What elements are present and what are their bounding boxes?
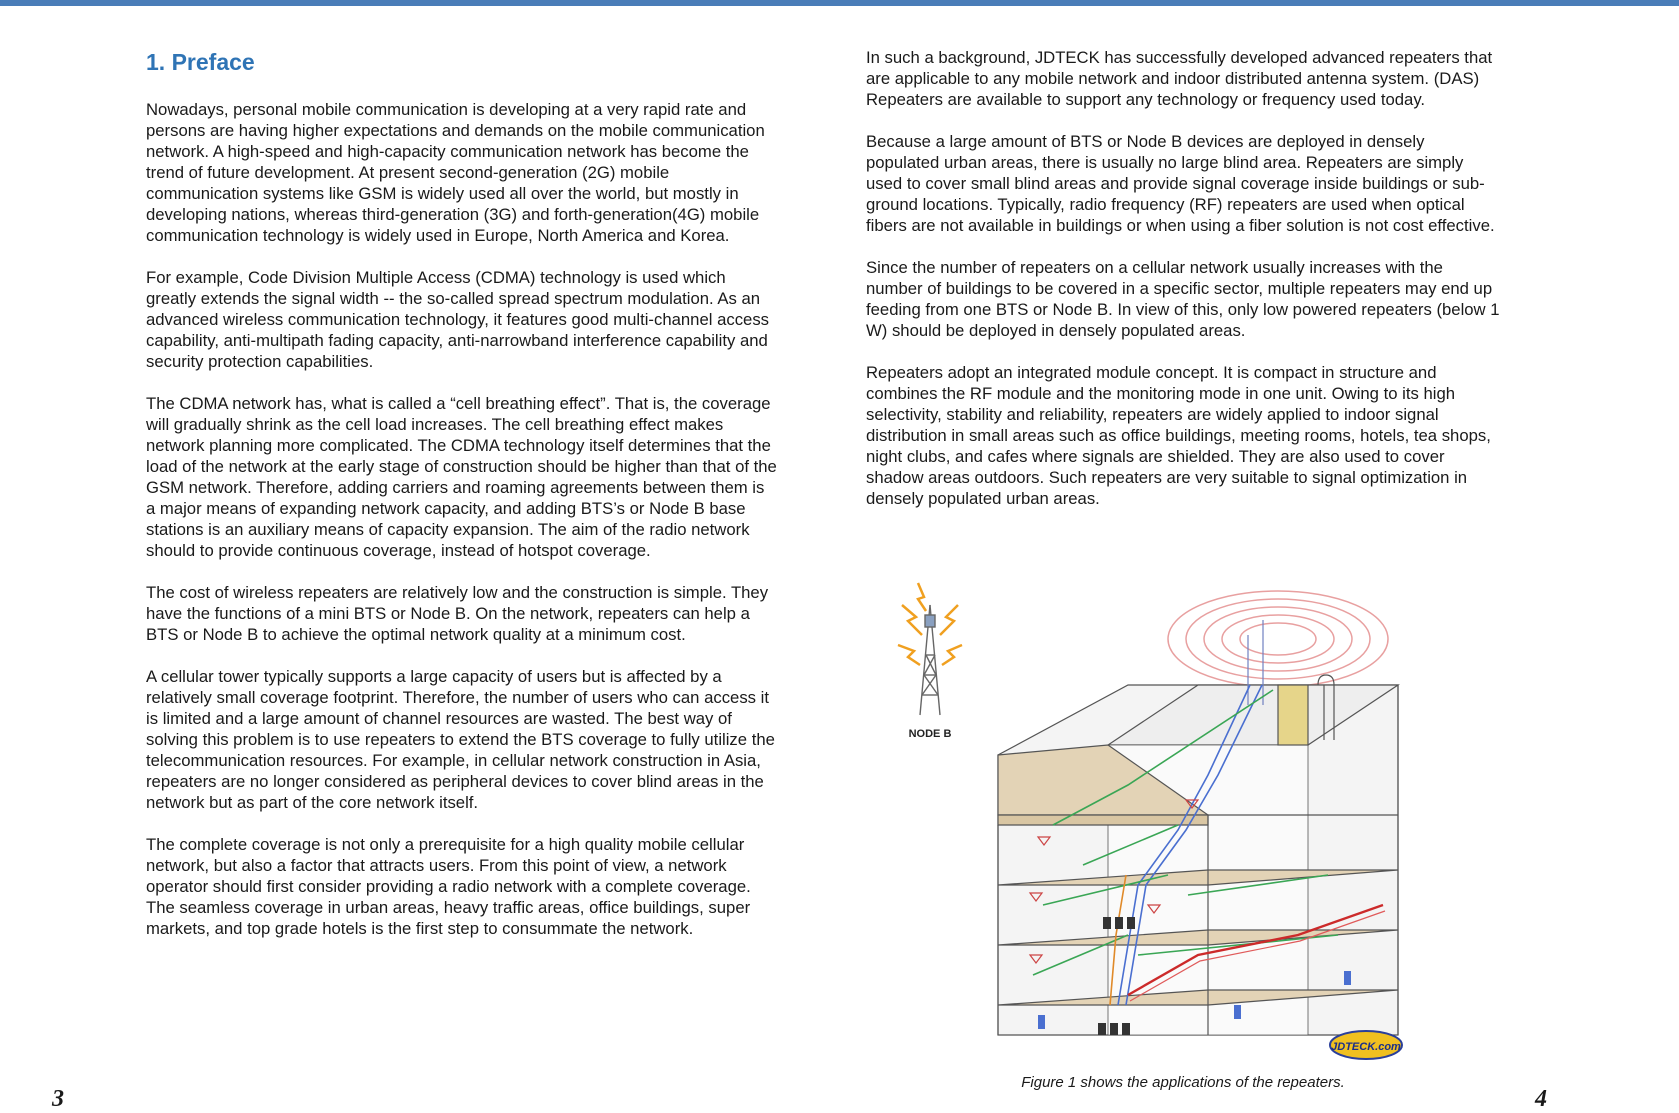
paragraph: For example, Code Division Multiple Access (CDMA) technology is used which greatly extends the signal width -- the so-called spread spectrum modulation. As an advanced wireless communication technology, it features good multi-channel access capability, anti-multipath fading capacity, anti-narrowband interference capability and security protection capabilities. <box>146 268 770 371</box>
page-number-right: 4 <box>1535 1086 1547 1112</box>
node-b-label: NODE B <box>908 728 952 740</box>
signal-rings-icon <box>1168 591 1388 687</box>
page-title: 1. Preface <box>146 49 255 75</box>
right-page-column <box>866 47 1500 530</box>
paragraph: In such a background, JDTECK has successfully developed advanced repeaters that are applicable to any mobile network and indoor distributed antenna system. (DAS) Repeaters are available to support any technology or frequency used today. <box>866 48 1493 109</box>
logo-text: JDTECK.com <box>1331 1041 1401 1053</box>
top-accent-bar <box>0 0 1679 6</box>
figure-caption: Figure 1 shows the applications of the repeaters. <box>1021 1074 1345 1091</box>
paragraph: A cellular tower typically supports a large capacity of users but is affected by a relatively small coverage footprint. Therefore, the number of users who can access it is limited and a large amount of channel resources are wasted. The best way of solving this problem is to use repeaters to extend the BTS coverage to fully utilize the telecommunication resources. For example, in cellular network construction in Asia, repeaters are no longer considered as peripheral devices to cover blind areas in the network but as part of the core network itself. <box>146 667 775 812</box>
left-page-column <box>146 47 778 960</box>
paragraph: Repeaters adopt an integrated module concept. It is compact in structure and combines the RF module and the monitoring mode in one unit. Owing to its high selectivity, stability and reliability, repeaters are widely applied to indoor signal distribution in small areas such as office buildings, meeting rooms, hotels, tea shops, night clubs, and cafes where signals are shielded. They are also used to cover shadow areas outdoors. Such repeaters are very suitable to signal optimization in densely populated urban areas. <box>866 363 1491 508</box>
node-b-tower-icon <box>920 605 940 715</box>
repeater-application-figure <box>878 575 1418 1067</box>
paragraph: Nowadays, personal mobile communication is developing at a very rapid rate and persons are having higher expectations and demands on the mobile communication network. A high-speed and high-capacity communication network has become the trend of future development. At present second-generation (2G) mobile communication systems like GSM is widely used all over the world, but mostly in developing nations, whereas third-generation (3G) and forth-generation(4G) mobile communication technology is widely used in Europe, North America and Korea. <box>146 100 765 245</box>
building-illustration <box>998 685 1398 1035</box>
jdteck-logo <box>1330 1031 1402 1059</box>
paragraph: The CDMA network has, what is called a “cell breathing effect”. That is, the coverage will gradually shrink as the cell load increases. The cell breathing effect makes network planning more complicated. The CDMA technology itself determines that the load of the network at the early stage of construction should be higher than that of the GSM network. Therefore, adding carriers and roaming agreements between them is a major means of expanding network capacity, and adding BTS’s or Node B base stations is an auxiliary means of capacity expansion. The aim of the radio network should to provide continuous coverage, instead of hotspot coverage. <box>146 394 777 560</box>
paragraph: The complete coverage is not only a prerequisite for a high quality mobile cellular network, but also a factor that attracts users. From this point of view, a network operator should first consider providing a radio network with a complete coverage. The seamless coverage in urban areas, heavy traffic areas, office buildings, super markets, and top grade hotels is the first step to consummate the network. <box>146 835 751 938</box>
paragraph: Because a large amount of BTS or Node B devices are deployed in densely populated urban areas, there is usually no large blind area. Repeaters are simply used to cover small blind areas and provide signal coverage inside buildings or sub-ground locations. Typically, radio frequency (RF) repeaters are used when optical fibers are not available in buildings or when using a fiber solution is not cost effective. <box>866 132 1495 235</box>
paragraph: The cost of wireless repeaters are relatively low and the construction is simple. They have the functions of a mini BTS or Node B. On the network, repeaters can help a BTS or Node B to achieve the optimal network quality at a minimum cost. <box>146 583 769 644</box>
paragraph: Since the number of repeaters on a cellular network usually increases with the number of buildings to be covered in a specific sector, multiple repeaters may end up feeding from one BTS or Node B. In view of this, only low powered repeaters (below 1 W) should be deployed in densely populated areas. <box>866 258 1500 340</box>
page-number-left: 3 <box>52 1086 64 1112</box>
